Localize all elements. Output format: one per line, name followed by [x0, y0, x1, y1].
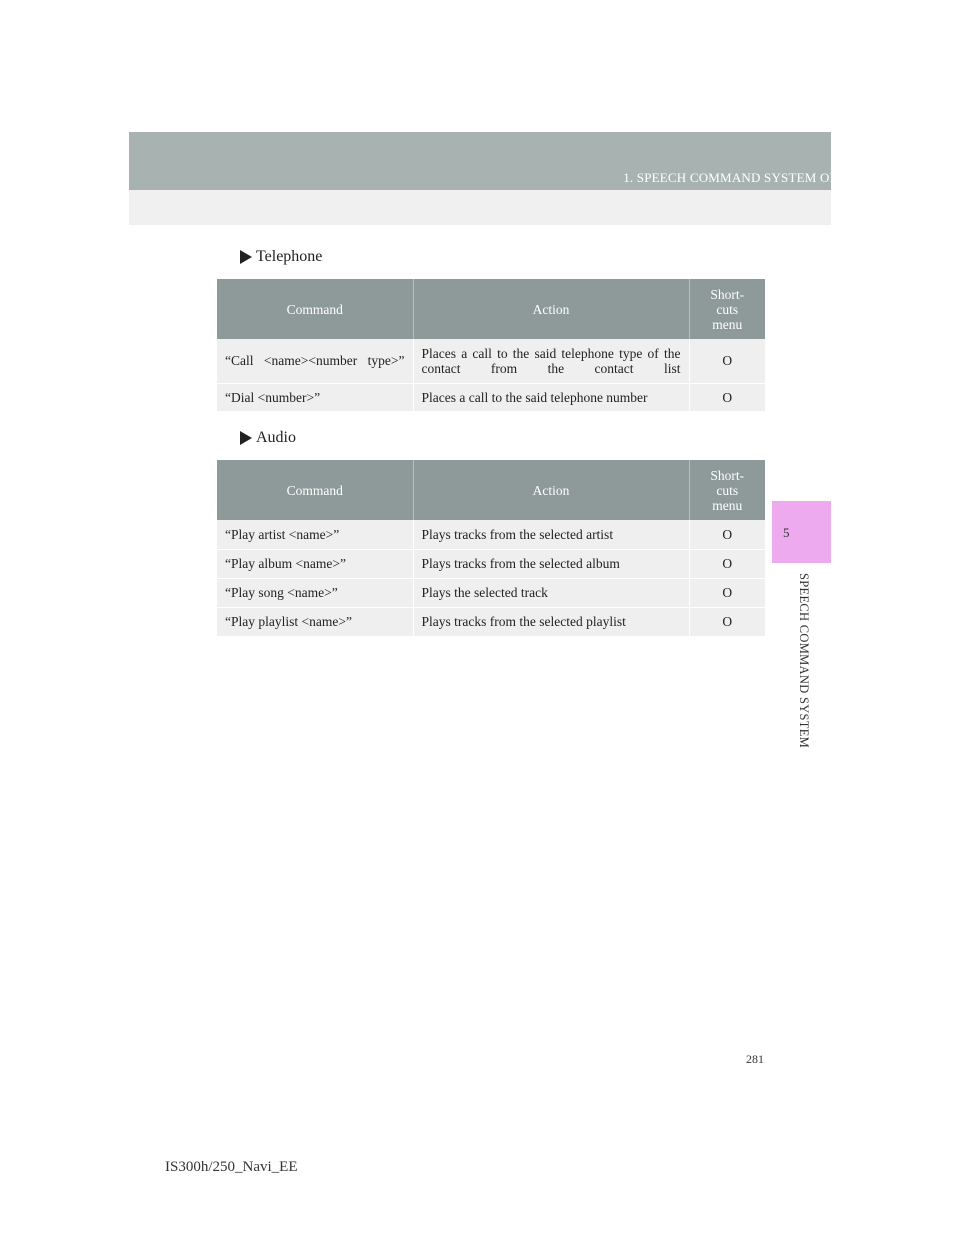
shortcut-cell: O	[689, 339, 765, 383]
table-row	[217, 578, 765, 607]
table-header-row	[217, 460, 765, 520]
command-cell: “Call <name><number type>”	[217, 339, 413, 383]
column-header-action: Action	[413, 279, 689, 339]
column-header-command: Command	[217, 279, 413, 339]
action-cell: Places a call to the said telephone number	[413, 383, 689, 411]
table-row	[217, 339, 765, 383]
action-cell: Places a call to the said telephone type of the contact from the contact list	[413, 339, 689, 383]
table-row	[217, 520, 765, 549]
telephone-table	[217, 279, 765, 412]
command-cell: “Play song <name>”	[217, 578, 413, 607]
shortcuts-header-label: Short- cuts menu	[710, 286, 745, 332]
action-cell: Plays tracks from the selected playlist	[413, 607, 689, 636]
shortcut-cell: O	[689, 549, 765, 578]
action-cell: Plays tracks from the selected artist	[413, 520, 689, 549]
triangle-bullet-icon	[240, 431, 252, 445]
shortcut-cell: O	[689, 607, 765, 636]
column-header-command: Command	[217, 460, 413, 520]
header-subband	[129, 190, 831, 225]
page-number: 281	[746, 1052, 764, 1066]
action-cell: Plays tracks from the selected album	[413, 549, 689, 578]
command-cell: “Play album <name>”	[217, 549, 413, 578]
column-header-shortcuts	[689, 460, 765, 520]
command-cell: “Play artist <name>”	[217, 520, 413, 549]
table-header-row	[217, 279, 765, 339]
column-header-shortcuts	[689, 279, 765, 339]
document-id: IS300h/250_Navi_EE	[165, 1159, 298, 1175]
command-cell: “Play playlist <name>”	[217, 607, 413, 636]
shortcuts-header-label: Short- cuts menu	[710, 467, 745, 513]
table-row	[217, 383, 765, 411]
action-cell: Plays the selected track	[413, 578, 689, 607]
chapter-tab	[772, 501, 831, 563]
column-header-action: Action	[413, 460, 689, 520]
audio-heading	[240, 429, 296, 447]
page-header-title: 1. SPEECH COMMAND SYSTEM OPERATION	[623, 170, 894, 185]
shortcut-cell: O	[689, 383, 765, 411]
chapter-number: 5	[783, 525, 790, 540]
table-row	[217, 549, 765, 578]
command-cell: “Dial <number>”	[217, 383, 413, 411]
shortcut-cell: O	[689, 520, 765, 549]
table-row	[217, 607, 765, 636]
telephone-heading	[240, 248, 322, 266]
audio-heading-label: Audio	[256, 429, 296, 446]
audio-table	[217, 460, 765, 637]
telephone-heading-label: Telephone	[256, 248, 323, 265]
chapter-side-title: SPEECH COMMAND SYSTEM	[797, 573, 811, 749]
shortcut-cell: O	[689, 578, 765, 607]
triangle-bullet-icon	[240, 250, 252, 264]
